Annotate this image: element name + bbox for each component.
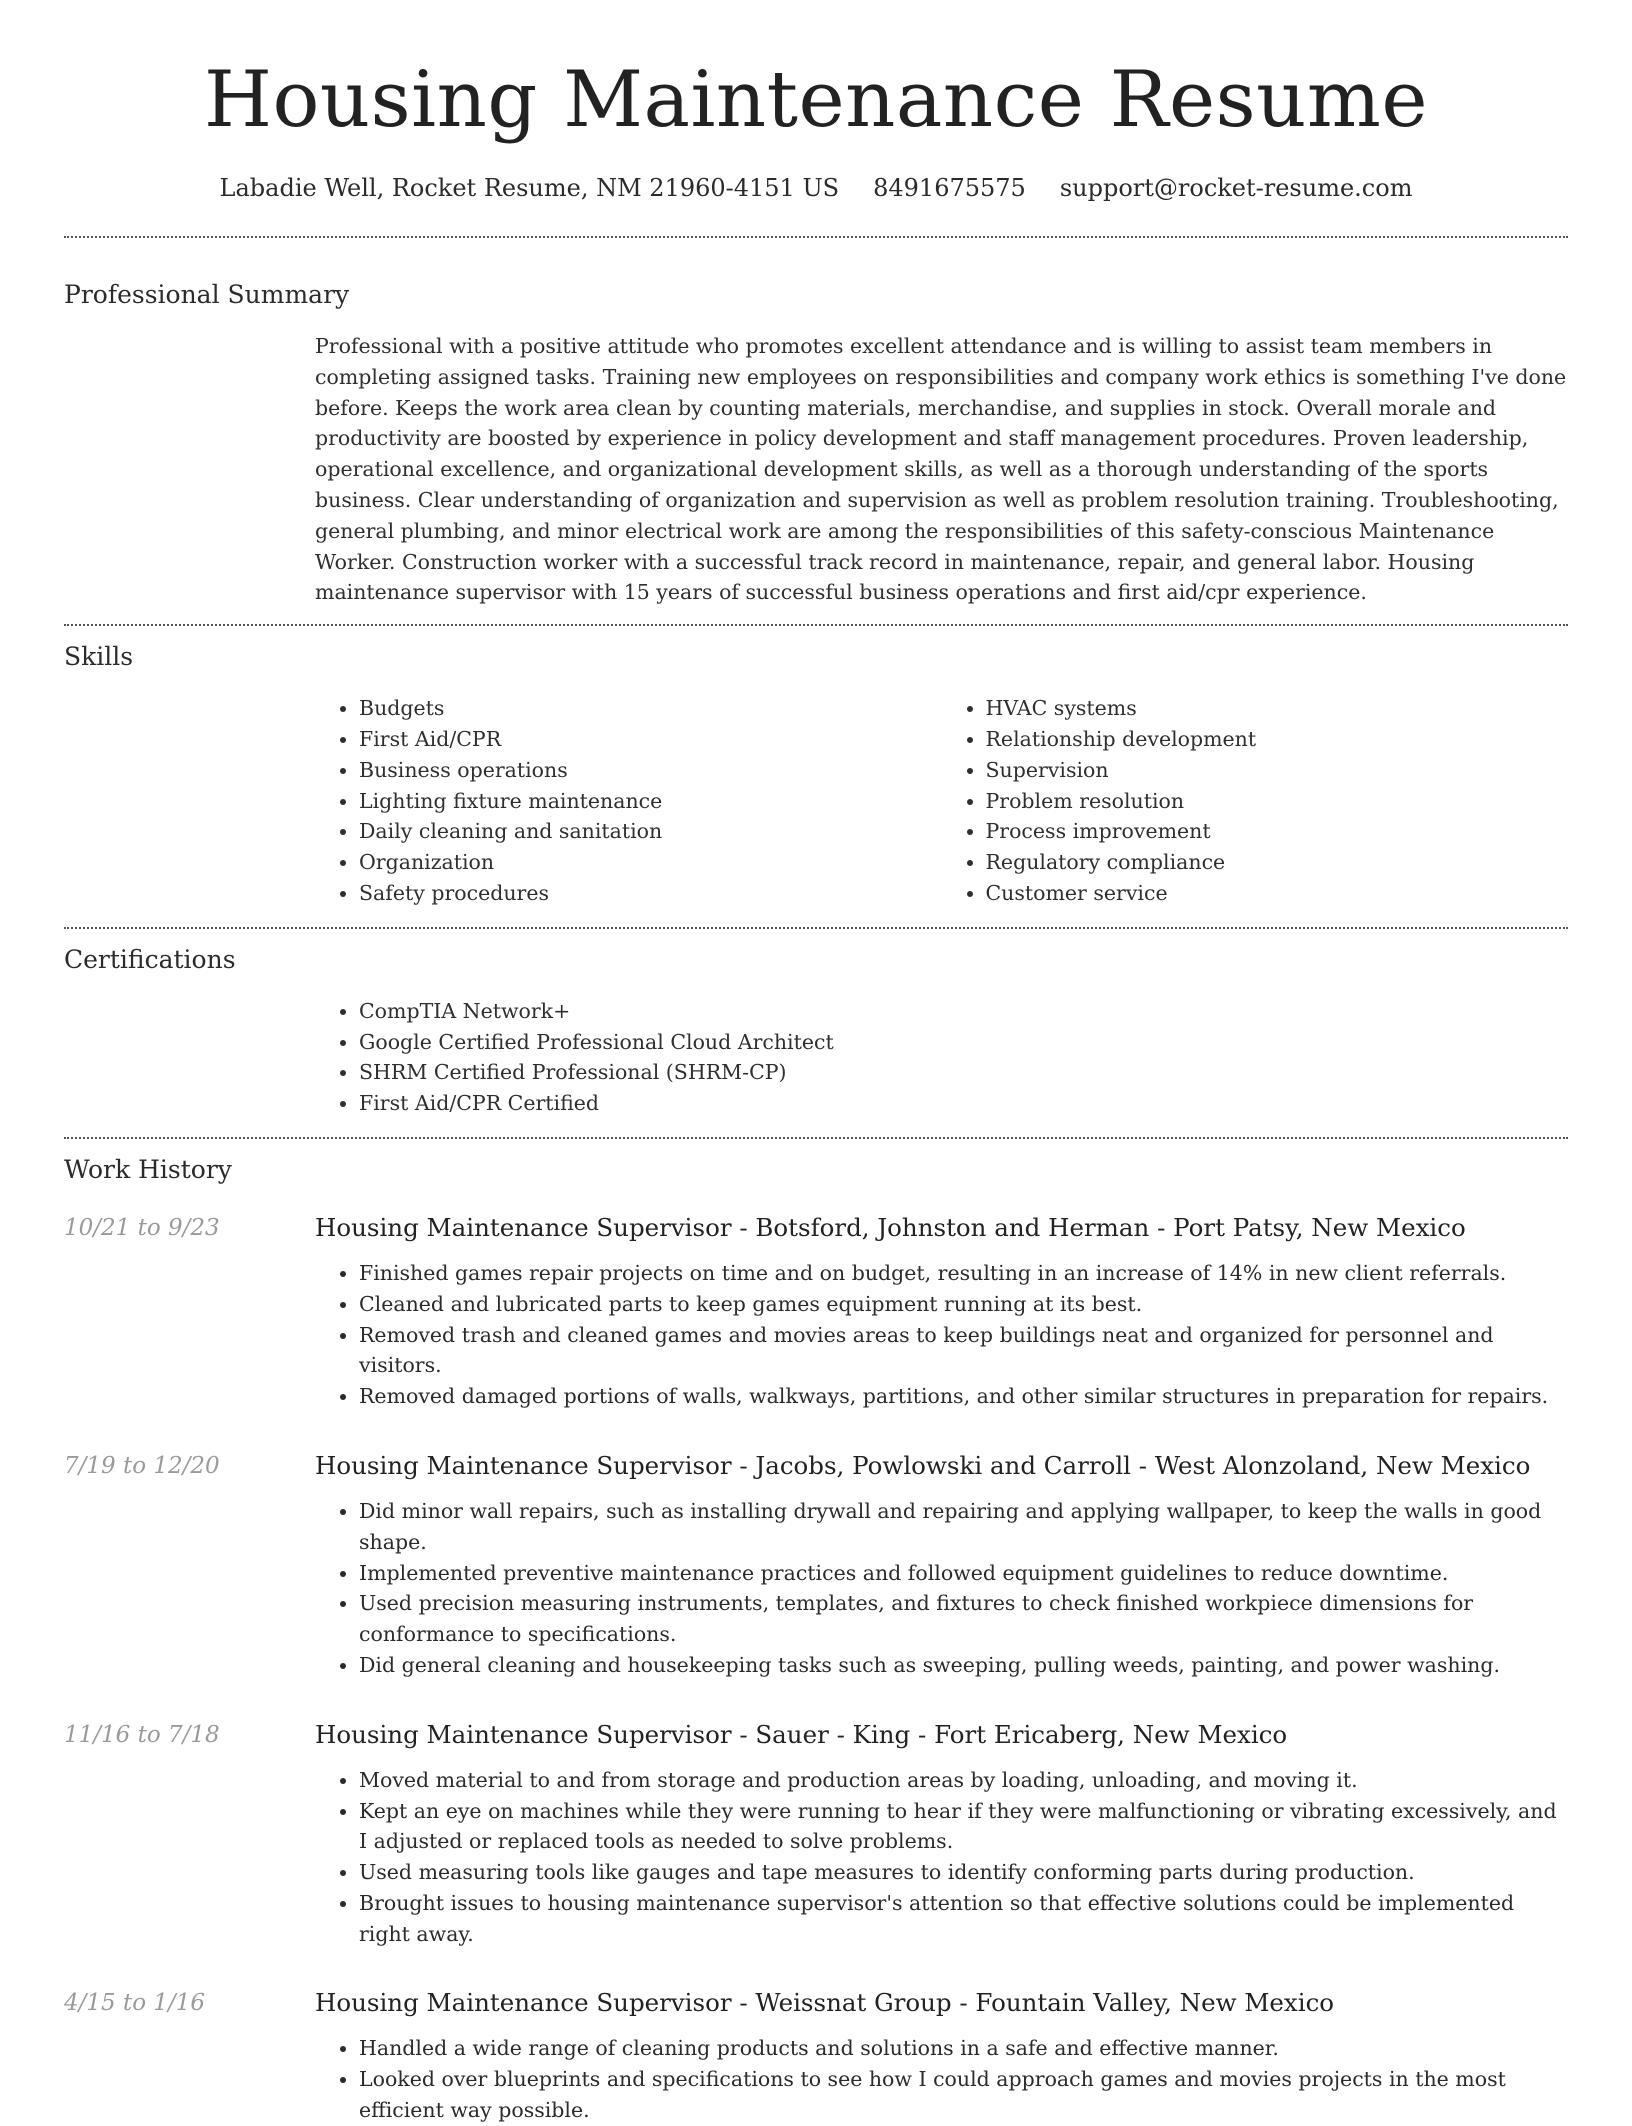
job-dates: 10/21 to 9/23: [64, 1214, 220, 1241]
job-dates: 11/16 to 7/18: [64, 1721, 220, 1748]
resume-title: Housing Maintenance Resume: [203, 55, 1429, 145]
job-title: Housing Maintenance Supervisor - Sauer - King - Fort Ericaberg, New Mexico: [315, 1719, 1288, 1749]
job-bullet: • Implemented preventive maintenance practices and followed equipment guidelines to reduce downtime.: [359, 1558, 1568, 1589]
skill-item: • Process improvement: [986, 816, 1569, 847]
skill-item: • Supervision: [986, 755, 1569, 786]
skill-item: • Lighting fixture maintenance: [359, 786, 942, 817]
job-bullet: • Removed damaged portions of walls, walkways, partitions, and other similar structures in preparation for repairs.: [359, 1381, 1568, 1412]
contact-email[interactable]: support@rocket-resume.com: [1059, 174, 1413, 202]
job-dates: 4/15 to 1/16: [64, 1990, 206, 2017]
job-bullet: • Moved material to and from storage and production areas by loading, unloading, and moving it.: [359, 1765, 1568, 1796]
skill-item: • Daily cleaning and sanitation: [359, 816, 942, 847]
job-bullet: • Used measuring tools like gauges and tape measures to identify conforming parts during production.: [359, 1857, 1568, 1888]
skills-section: [64, 626, 1568, 909]
certifications-wrap: [315, 996, 1568, 1119]
job-entry: [64, 1448, 1568, 1681]
certification-item: • SHRM Certified Professional (SHRM-CP): [359, 1057, 1568, 1088]
job-bullets: [315, 2033, 1568, 2125]
skill-item: • Regulatory compliance: [986, 847, 1569, 878]
job-bullet: • Cleaned and lubricated parts to keep games equipment running at its best.: [359, 1289, 1568, 1320]
job-bullet: • Removed trash and cleaned games and movies areas to keep buildings neat and organized for personnel and visitors.: [359, 1320, 1568, 1382]
skills-columns: [315, 693, 1568, 909]
certification-item: • First Aid/CPR Certified: [359, 1088, 1568, 1119]
work-history-section: [64, 1139, 1568, 2126]
certifications-section: [64, 929, 1568, 1119]
summary-section: [64, 238, 1568, 608]
job-title: Housing Maintenance Supervisor - Jacobs, Powlowski and Carroll - West Alonzoland, New Mexico: [315, 1450, 1531, 1480]
job-entry: [64, 1985, 1568, 2125]
job-bullet: • Did general cleaning and housekeeping tasks such as sweeping, pulling weeds, painting, and power washing.: [359, 1650, 1568, 1681]
section-title-work-history: Work History: [64, 1154, 232, 1184]
job-bullets: [315, 1258, 1568, 1412]
section-title-skills: Skills: [64, 642, 134, 672]
job-body: [315, 1985, 1568, 2125]
job-title: Housing Maintenance Supervisor - Botsford, Johnston and Herman - Port Patsy, New Mexico: [315, 1212, 1466, 1242]
job-title: Housing Maintenance Supervisor - Weissnat Group - Fountain Valley, New Mexico: [315, 1988, 1335, 2018]
skill-item: • HVAC systems: [986, 693, 1569, 724]
job-bullet: • Kept an eye on machines while they were running to hear if they were malfunctioning or vibrating excessively, and I adjusted or replaced tools as needed to solve problems.: [359, 1796, 1568, 1858]
certification-item: • Google Certified Professional Cloud Architect: [359, 1027, 1568, 1058]
contact-phone: 8491675575: [873, 174, 1026, 202]
resume-header: [64, 0, 1568, 202]
skill-item: • Business operations: [359, 755, 942, 786]
job-bullet: • Handled a wide range of cleaning products and solutions in a safe and effective manner.: [359, 2033, 1568, 2064]
summary-text: Professional with a positive attitude who promotes excellent attendance and is willing to assist team members in completing assigned tasks. Training new employees on responsibilities and company work ethics is something I've done before. Keeps the work area clean by counting materials, merchandise, and supplies in stock. Overall morale and productivity are boosted by experience in policy development and staff management procedures. Proven leadership, operational excellence, and organizational development skills, as well as a thorough understanding of the sports business. Clear understanding of organization and supervision as well as problem resolution training. Troubleshooting, general plumbing, and minor electrical work are among the responsibilities of this safety-conscious Maintenance Worker. Construction worker with a successful track record in maintenance, repair, and general labor. Housing maintenance supervisor with 15 years of successful business operations and first aid/cpr experience.: [315, 334, 1567, 605]
section-title-summary: Professional Summary: [64, 280, 350, 309]
skills-list-right: [942, 693, 1569, 909]
section-title-certifications: Certifications: [64, 944, 236, 974]
job-bullet: • Finished games repair projects on time and on budget, resulting in an increase of 14% in new client referrals.: [359, 1258, 1568, 1289]
skill-item: • Relationship development: [986, 724, 1569, 755]
job-body: [315, 1717, 1568, 1950]
skills-list-left: [315, 693, 942, 909]
job-body: [315, 1448, 1568, 1681]
contact-address: Labadie Well, Rocket Resume, NM 21960-4151 US: [219, 174, 840, 202]
job-dates: 7/19 to 12/20: [64, 1452, 220, 1479]
job-entry: [64, 1717, 1568, 1950]
job-entry: [64, 1210, 1568, 1412]
job-body: [315, 1210, 1568, 1412]
job-bullet: • Did minor wall repairs, such as installing drywall and repairing and applying wallpaper, to keep the walls in good shape.: [359, 1496, 1568, 1558]
certification-item: • CompTIA Network+: [359, 996, 1568, 1027]
job-bullet: • Used precision measuring instruments, templates, and fixtures to check finished workpiece dimensions for conformance to specifications.: [359, 1588, 1568, 1650]
job-bullets: [315, 1765, 1568, 1950]
skill-item: • Safety procedures: [359, 878, 942, 909]
certifications-list: [315, 996, 1568, 1119]
skill-item: • Organization: [359, 847, 942, 878]
job-bullet: • Looked over blueprints and specifications to see how I could approach games and movies projects in the most efficient way possible.: [359, 2064, 1568, 2126]
contact-line: [64, 174, 1568, 202]
skill-item: • First Aid/CPR: [359, 724, 942, 755]
skill-item: • Problem resolution: [986, 786, 1569, 817]
job-bullets: [315, 1496, 1568, 1681]
job-bullet: • Brought issues to housing maintenance supervisor's attention so that effective solutions could be implemented right away.: [359, 1888, 1568, 1950]
skill-item: • Budgets: [359, 693, 942, 724]
skill-item: • Customer service: [986, 878, 1569, 909]
